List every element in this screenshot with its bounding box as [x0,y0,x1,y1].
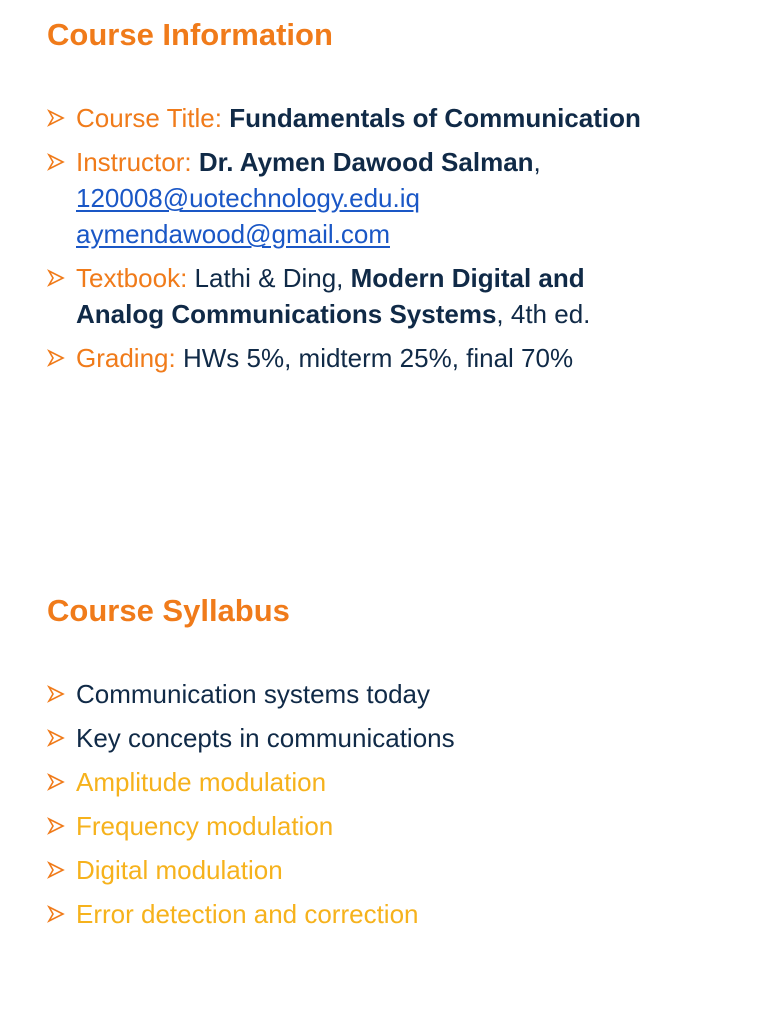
syllabus-item [47,676,762,712]
grading-item [47,340,762,376]
arrow-bullet-icon [47,153,65,171]
syllabus-item-text: Frequency modulation [76,811,334,841]
course-title-value: Fundamentals of Communication [229,103,641,133]
syllabus-item [47,764,762,800]
grading-label: Grading: [76,343,176,373]
instructor-name: Dr. Aymen Dawood Salman [198,147,534,177]
grading-value: HWs 5%, midterm 25%, final 70% [182,343,574,373]
textbook-title-line-2: Analog Communications Systems [76,299,497,329]
arrow-bullet-icon [47,349,65,367]
syllabus-item-text: Communication systems today [76,679,431,709]
arrow-bullet-icon [47,905,65,923]
textbook-item [47,260,762,332]
syllabus-item [47,852,762,888]
textbook-authors: Lathi & Ding, [194,263,344,293]
syllabus-item [47,808,762,844]
syllabus-item [47,896,762,932]
syllabus-item [47,720,762,756]
course-syllabus-heading: Course Syllabus [47,593,290,628]
arrow-bullet-icon [47,773,65,791]
syllabus-item-text: Error detection and correction [76,899,419,929]
course-information-heading: Course Information [47,17,333,52]
instructor-label: Instructor: [76,147,192,177]
instructor-email-gmail-link[interactable]: aymendawood@gmail.com [76,219,390,249]
instructor-email-university-link[interactable]: 120008@uotechnology.edu.iq [76,183,420,213]
syllabus-item-text: Amplitude modulation [76,767,327,797]
course-title-item [47,100,762,136]
textbook-label: Textbook: [76,263,188,293]
textbook-edition: , 4th ed. [496,299,591,329]
course-title-label: Course Title: [76,103,222,133]
instructor-comma: , [533,147,541,177]
arrow-bullet-icon [47,817,65,835]
arrow-bullet-icon [47,729,65,747]
syllabus-item-text: Digital modulation [76,855,283,885]
textbook-title-line-1: Modern Digital and [350,263,585,293]
course-information-list [47,100,762,384]
arrow-bullet-icon [47,109,65,127]
arrow-bullet-icon [47,685,65,703]
course-syllabus-list [47,676,762,940]
arrow-bullet-icon [47,269,65,287]
instructor-item [47,144,762,252]
syllabus-item-text: Key concepts in communications [76,723,455,753]
arrow-bullet-icon [47,861,65,879]
